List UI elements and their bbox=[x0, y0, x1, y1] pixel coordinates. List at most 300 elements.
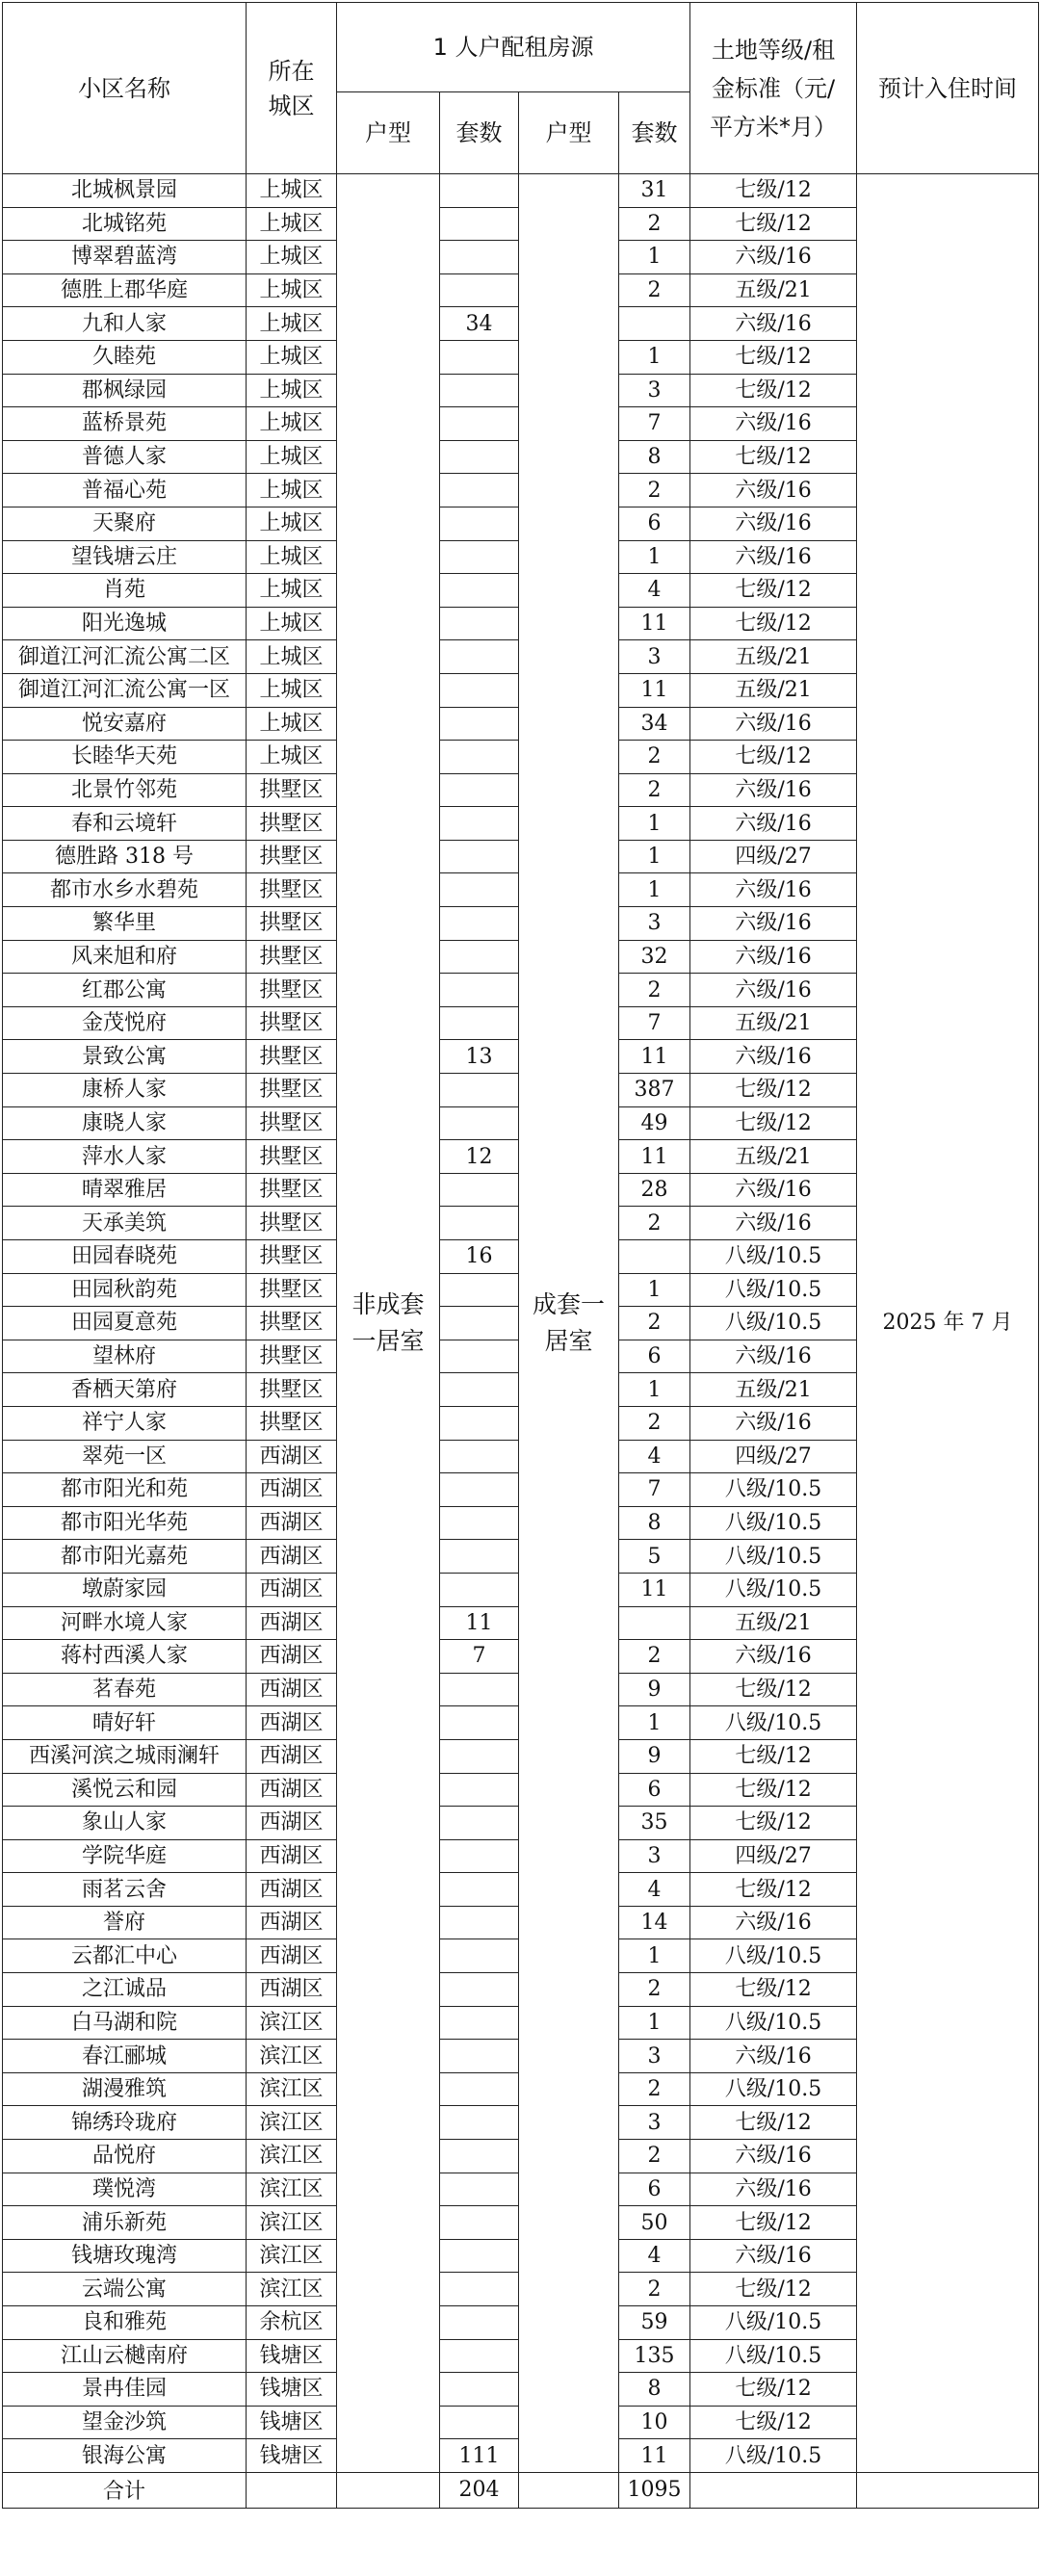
district: 拱墅区 bbox=[247, 1140, 337, 1174]
grade: 六级/16 bbox=[690, 407, 857, 441]
grade: 六级/16 bbox=[690, 540, 857, 574]
community-name: 御道江河汇流公寓二区 bbox=[3, 640, 247, 674]
community-name: 九和人家 bbox=[3, 307, 247, 341]
count-a bbox=[440, 673, 519, 707]
community-name: 茗春苑 bbox=[3, 1673, 247, 1706]
count-a bbox=[440, 2373, 519, 2407]
count-b: 8 bbox=[619, 2373, 690, 2407]
community-name: 品悦府 bbox=[3, 2140, 247, 2173]
district: 西湖区 bbox=[247, 1873, 337, 1907]
community-name: 悦安嘉府 bbox=[3, 707, 247, 741]
grade: 七级/12 bbox=[690, 1739, 857, 1773]
count-b: 387 bbox=[619, 1074, 690, 1107]
grade: 八级/10.5 bbox=[690, 1273, 857, 1307]
community-name: 都市阳光嘉苑 bbox=[3, 1540, 247, 1574]
grade: 八级/10.5 bbox=[690, 1706, 857, 1740]
count-b: 6 bbox=[619, 507, 690, 540]
district: 拱墅区 bbox=[247, 1006, 337, 1040]
merged-type-a-text: 非成套一居室 bbox=[351, 1289, 425, 1355]
district: 拱墅区 bbox=[247, 1406, 337, 1440]
community-name: 田园秋韵苑 bbox=[3, 1273, 247, 1307]
count-a bbox=[440, 974, 519, 1007]
community-name: 北景竹邻苑 bbox=[3, 773, 247, 807]
district: 西湖区 bbox=[247, 1906, 337, 1939]
district: 西湖区 bbox=[247, 1673, 337, 1706]
header-date: 预计入住时间 bbox=[857, 3, 1039, 174]
count-a bbox=[440, 1773, 519, 1807]
table-header bbox=[3, 3, 1039, 174]
community-name: 繁华里 bbox=[3, 907, 247, 941]
header-source: 1 人户配租房源 bbox=[337, 3, 690, 92]
count-b: 2 bbox=[619, 1406, 690, 1440]
community-name: 田园春晓苑 bbox=[3, 1240, 247, 1274]
count-b: 1 bbox=[619, 340, 690, 374]
header-district-text: 所在城区 bbox=[268, 57, 315, 119]
header-count-b: 套数 bbox=[619, 92, 690, 174]
district: 上城区 bbox=[247, 673, 337, 707]
community-name: 德胜路 318 号 bbox=[3, 840, 247, 873]
header-type-a: 户型 bbox=[337, 92, 440, 174]
grade: 六级/16 bbox=[690, 807, 857, 841]
grade: 八级/10.5 bbox=[690, 1307, 857, 1340]
district: 上城区 bbox=[247, 507, 337, 540]
community-name: 翠苑一区 bbox=[3, 1440, 247, 1473]
count-b: 1 bbox=[619, 807, 690, 841]
grade: 七级/12 bbox=[690, 2406, 857, 2439]
district: 拱墅区 bbox=[247, 773, 337, 807]
district: 上城区 bbox=[247, 607, 337, 640]
count-b: 1 bbox=[619, 1706, 690, 1740]
count-a: 16 bbox=[440, 1240, 519, 1274]
count-a bbox=[440, 2339, 519, 2373]
count-b: 4 bbox=[619, 574, 690, 608]
count-a bbox=[440, 940, 519, 974]
grade: 六级/16 bbox=[690, 1173, 857, 1207]
community-name: 蒋村西溪人家 bbox=[3, 1640, 247, 1674]
district: 拱墅区 bbox=[247, 1273, 337, 1307]
count-b: 11 bbox=[619, 1140, 690, 1174]
header-grade bbox=[690, 3, 857, 174]
grade: 六级/16 bbox=[690, 2040, 857, 2073]
district: 拱墅区 bbox=[247, 807, 337, 841]
merged-type-b-text: 成套一居室 bbox=[532, 1289, 605, 1355]
count-a bbox=[440, 1706, 519, 1740]
housing-table bbox=[2, 2, 1039, 2509]
count-a bbox=[440, 2006, 519, 2040]
count-a bbox=[440, 840, 519, 873]
count-a bbox=[440, 507, 519, 540]
grade: 八级/10.5 bbox=[690, 1540, 857, 1574]
grade: 六级/16 bbox=[690, 507, 857, 540]
count-b: 9 bbox=[619, 1673, 690, 1706]
count-b: 3 bbox=[619, 1839, 690, 1873]
district: 余杭区 bbox=[247, 2306, 337, 2340]
count-a bbox=[440, 174, 519, 208]
district: 拱墅区 bbox=[247, 1040, 337, 1074]
count-b: 3 bbox=[619, 2106, 690, 2140]
district: 西湖区 bbox=[247, 1706, 337, 1740]
count-a bbox=[440, 2239, 519, 2273]
table-body bbox=[3, 174, 1039, 2473]
count-b: 49 bbox=[619, 1106, 690, 1140]
district: 拱墅区 bbox=[247, 1340, 337, 1373]
count-a bbox=[440, 1573, 519, 1606]
count-b: 11 bbox=[619, 607, 690, 640]
count-b: 2 bbox=[619, 741, 690, 774]
table-footer bbox=[3, 2472, 1039, 2508]
count-b bbox=[619, 1606, 690, 1640]
total-date bbox=[857, 2472, 1039, 2508]
grade: 八级/10.5 bbox=[690, 1939, 857, 1973]
community-name: 红郡公寓 bbox=[3, 974, 247, 1007]
community-name: 云都汇中心 bbox=[3, 1939, 247, 1973]
grade: 七级/12 bbox=[690, 607, 857, 640]
community-name: 河畔水境人家 bbox=[3, 1606, 247, 1640]
district: 西湖区 bbox=[247, 1939, 337, 1973]
count-b: 11 bbox=[619, 2439, 690, 2473]
grade: 七级/12 bbox=[690, 1873, 857, 1907]
total-count-a: 204 bbox=[440, 2472, 519, 2508]
count-a bbox=[440, 1273, 519, 1307]
count-a bbox=[440, 540, 519, 574]
grade: 五级/21 bbox=[690, 273, 857, 307]
community-name: 江山云樾南府 bbox=[3, 2339, 247, 2373]
district: 上城区 bbox=[247, 640, 337, 674]
district: 钱塘区 bbox=[247, 2439, 337, 2473]
count-b: 1 bbox=[619, 873, 690, 907]
district: 西湖区 bbox=[247, 1839, 337, 1873]
total-row bbox=[3, 2472, 1039, 2508]
district: 钱塘区 bbox=[247, 2406, 337, 2439]
count-b: 7 bbox=[619, 1006, 690, 1040]
grade: 七级/12 bbox=[690, 2206, 857, 2240]
header-count-a: 套数 bbox=[440, 92, 519, 174]
header-type-b: 户型 bbox=[519, 92, 619, 174]
community-name: 康晓人家 bbox=[3, 1106, 247, 1140]
grade: 六级/16 bbox=[690, 1406, 857, 1440]
district: 拱墅区 bbox=[247, 1173, 337, 1207]
count-a bbox=[440, 2406, 519, 2439]
grade: 五级/21 bbox=[690, 1006, 857, 1040]
count-b: 2 bbox=[619, 2072, 690, 2106]
community-name: 之江诚品 bbox=[3, 1973, 247, 2007]
district: 拱墅区 bbox=[247, 1240, 337, 1274]
grade: 六级/16 bbox=[690, 2140, 857, 2173]
table-row bbox=[3, 174, 1039, 208]
count-b: 2 bbox=[619, 1973, 690, 2007]
grade: 七级/12 bbox=[690, 2373, 857, 2407]
total-district bbox=[247, 2472, 337, 2508]
community-name: 香栖天第府 bbox=[3, 1373, 247, 1407]
count-a bbox=[440, 241, 519, 274]
community-name: 晴好轩 bbox=[3, 1706, 247, 1740]
community-name: 肖苑 bbox=[3, 574, 247, 608]
count-a bbox=[440, 207, 519, 241]
count-b: 5 bbox=[619, 1540, 690, 1574]
community-name: 景冉佳园 bbox=[3, 2373, 247, 2407]
district: 滨江区 bbox=[247, 2140, 337, 2173]
count-a bbox=[440, 2040, 519, 2073]
count-a bbox=[440, 1673, 519, 1706]
community-name: 蓝桥景苑 bbox=[3, 407, 247, 441]
district: 西湖区 bbox=[247, 1540, 337, 1574]
count-a bbox=[440, 374, 519, 407]
total-type-b bbox=[519, 2472, 619, 2508]
count-a bbox=[440, 1006, 519, 1040]
count-b: 11 bbox=[619, 1573, 690, 1606]
count-b: 3 bbox=[619, 907, 690, 941]
count-b: 8 bbox=[619, 1506, 690, 1540]
grade: 七级/12 bbox=[690, 2273, 857, 2306]
community-name: 锦绣玲珑府 bbox=[3, 2106, 247, 2140]
count-a bbox=[440, 273, 519, 307]
count-b: 7 bbox=[619, 1473, 690, 1507]
count-a bbox=[440, 340, 519, 374]
district: 西湖区 bbox=[247, 1573, 337, 1606]
merged-type-b bbox=[519, 174, 619, 2473]
count-a bbox=[440, 440, 519, 474]
grade: 八级/10.5 bbox=[690, 1240, 857, 1274]
community-name: 望金沙筑 bbox=[3, 2406, 247, 2439]
grade: 六级/16 bbox=[690, 1207, 857, 1240]
count-b: 4 bbox=[619, 2239, 690, 2273]
grade: 五级/21 bbox=[690, 1373, 857, 1407]
community-name: 晴翠雅居 bbox=[3, 1173, 247, 1207]
count-b: 3 bbox=[619, 2040, 690, 2073]
count-b: 28 bbox=[619, 1173, 690, 1207]
district: 滨江区 bbox=[247, 2040, 337, 2073]
district: 拱墅区 bbox=[247, 1074, 337, 1107]
grade: 六级/16 bbox=[690, 940, 857, 974]
count-a bbox=[440, 2173, 519, 2206]
count-b: 2 bbox=[619, 2273, 690, 2306]
community-name: 云端公寓 bbox=[3, 2273, 247, 2306]
community-name: 萍水人家 bbox=[3, 1140, 247, 1174]
count-b: 31 bbox=[619, 174, 690, 208]
count-a bbox=[440, 1373, 519, 1407]
community-name: 普德人家 bbox=[3, 440, 247, 474]
count-a bbox=[440, 2273, 519, 2306]
count-b: 1 bbox=[619, 241, 690, 274]
community-name: 田园夏意苑 bbox=[3, 1307, 247, 1340]
count-a bbox=[440, 1807, 519, 1840]
total-grade bbox=[690, 2472, 857, 2508]
count-b: 50 bbox=[619, 2206, 690, 2240]
district: 拱墅区 bbox=[247, 873, 337, 907]
district: 西湖区 bbox=[247, 1440, 337, 1473]
grade: 五级/21 bbox=[690, 1140, 857, 1174]
community-name: 钱塘玫瑰湾 bbox=[3, 2239, 247, 2273]
grade: 七级/12 bbox=[690, 440, 857, 474]
community-name: 西溪河滨之城雨澜轩 bbox=[3, 1739, 247, 1773]
count-b: 2 bbox=[619, 1307, 690, 1340]
grade: 六级/16 bbox=[690, 1340, 857, 1373]
community-name: 湖漫雅筑 bbox=[3, 2072, 247, 2106]
count-b: 2 bbox=[619, 273, 690, 307]
count-b: 11 bbox=[619, 673, 690, 707]
count-a: 7 bbox=[440, 1640, 519, 1674]
merged-type-a bbox=[337, 174, 440, 2473]
count-b: 6 bbox=[619, 1340, 690, 1373]
community-name: 郡枫绿园 bbox=[3, 374, 247, 407]
district: 西湖区 bbox=[247, 1973, 337, 2007]
count-b: 4 bbox=[619, 1440, 690, 1473]
community-name: 金茂悦府 bbox=[3, 1006, 247, 1040]
count-a bbox=[440, 1106, 519, 1140]
count-a bbox=[440, 574, 519, 608]
district: 西湖区 bbox=[247, 1807, 337, 1840]
district: 上城区 bbox=[247, 707, 337, 741]
district: 钱塘区 bbox=[247, 2339, 337, 2373]
community-name: 银海公寓 bbox=[3, 2439, 247, 2473]
district: 滨江区 bbox=[247, 2273, 337, 2306]
count-b: 2 bbox=[619, 1207, 690, 1240]
district: 上城区 bbox=[247, 273, 337, 307]
grade: 七级/12 bbox=[690, 1973, 857, 2007]
community-name: 白马湖和院 bbox=[3, 2006, 247, 2040]
community-name: 望钱塘云庄 bbox=[3, 540, 247, 574]
community-name: 都市水乡水碧苑 bbox=[3, 873, 247, 907]
count-a bbox=[440, 707, 519, 741]
community-name: 久睦苑 bbox=[3, 340, 247, 374]
grade: 八级/10.5 bbox=[690, 2072, 857, 2106]
count-b bbox=[619, 307, 690, 341]
count-a bbox=[440, 1540, 519, 1574]
count-b: 2 bbox=[619, 474, 690, 507]
header-district bbox=[247, 3, 337, 174]
community-name: 景致公寓 bbox=[3, 1040, 247, 1074]
community-name: 誉府 bbox=[3, 1906, 247, 1939]
count-a bbox=[440, 2140, 519, 2173]
community-name: 墩蔚家园 bbox=[3, 1573, 247, 1606]
district: 拱墅区 bbox=[247, 1207, 337, 1240]
grade: 七级/12 bbox=[690, 1807, 857, 1840]
count-b: 7 bbox=[619, 407, 690, 441]
total-label: 合计 bbox=[3, 2472, 247, 2508]
community-name: 普福心苑 bbox=[3, 474, 247, 507]
count-b: 34 bbox=[619, 707, 690, 741]
district: 上城区 bbox=[247, 540, 337, 574]
count-a bbox=[440, 1873, 519, 1907]
count-a bbox=[440, 741, 519, 774]
count-a bbox=[440, 1973, 519, 2007]
grade: 六级/16 bbox=[690, 2239, 857, 2273]
grade: 四级/27 bbox=[690, 840, 857, 873]
count-a bbox=[440, 1307, 519, 1340]
total-type-a bbox=[337, 2472, 440, 2508]
count-a bbox=[440, 407, 519, 441]
grade: 六级/16 bbox=[690, 707, 857, 741]
count-b: 2 bbox=[619, 974, 690, 1007]
count-a bbox=[440, 2106, 519, 2140]
district: 钱塘区 bbox=[247, 2373, 337, 2407]
grade: 六级/16 bbox=[690, 241, 857, 274]
count-a bbox=[440, 1739, 519, 1773]
community-name: 长睦华天苑 bbox=[3, 741, 247, 774]
count-b bbox=[619, 1240, 690, 1274]
district: 滨江区 bbox=[247, 2006, 337, 2040]
grade: 六级/16 bbox=[690, 474, 857, 507]
count-b: 1 bbox=[619, 2006, 690, 2040]
count-a: 11 bbox=[440, 1606, 519, 1640]
count-a bbox=[440, 1473, 519, 1507]
count-a bbox=[440, 807, 519, 841]
district: 滨江区 bbox=[247, 2206, 337, 2240]
merged-date: 2025 年 7 月 bbox=[857, 174, 1039, 2473]
community-name: 北城枫景园 bbox=[3, 174, 247, 208]
count-a bbox=[440, 1906, 519, 1939]
community-name: 浦乐新苑 bbox=[3, 2206, 247, 2240]
community-name: 康桥人家 bbox=[3, 1074, 247, 1107]
count-b: 14 bbox=[619, 1906, 690, 1939]
grade: 七级/12 bbox=[690, 2106, 857, 2140]
grade: 八级/10.5 bbox=[690, 1473, 857, 1507]
grade: 八级/10.5 bbox=[690, 2339, 857, 2373]
count-a bbox=[440, 1440, 519, 1473]
count-b: 4 bbox=[619, 1873, 690, 1907]
count-a bbox=[440, 1340, 519, 1373]
community-name: 御道江河汇流公寓一区 bbox=[3, 673, 247, 707]
grade: 七级/12 bbox=[690, 1773, 857, 1807]
district: 西湖区 bbox=[247, 1640, 337, 1674]
district: 拱墅区 bbox=[247, 940, 337, 974]
count-b: 11 bbox=[619, 1040, 690, 1074]
grade: 七级/12 bbox=[690, 1106, 857, 1140]
grade: 八级/10.5 bbox=[690, 2439, 857, 2473]
count-a: 111 bbox=[440, 2439, 519, 2473]
district: 上城区 bbox=[247, 407, 337, 441]
district: 西湖区 bbox=[247, 1773, 337, 1807]
district: 滨江区 bbox=[247, 2173, 337, 2206]
count-b: 2 bbox=[619, 1640, 690, 1674]
community-name: 望林府 bbox=[3, 1340, 247, 1373]
district: 上城区 bbox=[247, 440, 337, 474]
grade: 五级/21 bbox=[690, 1606, 857, 1640]
count-a bbox=[440, 907, 519, 941]
community-name: 都市阳光和苑 bbox=[3, 1473, 247, 1507]
district: 上城区 bbox=[247, 374, 337, 407]
count-b: 32 bbox=[619, 940, 690, 974]
district: 拱墅区 bbox=[247, 907, 337, 941]
grade: 四级/27 bbox=[690, 1440, 857, 1473]
district: 上城区 bbox=[247, 307, 337, 341]
district: 上城区 bbox=[247, 340, 337, 374]
count-b: 3 bbox=[619, 640, 690, 674]
count-a bbox=[440, 607, 519, 640]
district: 滨江区 bbox=[247, 2072, 337, 2106]
district: 拱墅区 bbox=[247, 1373, 337, 1407]
count-b: 1 bbox=[619, 1373, 690, 1407]
district: 上城区 bbox=[247, 241, 337, 274]
community-name: 雨茗云舍 bbox=[3, 1873, 247, 1907]
community-name: 溪悦云和园 bbox=[3, 1773, 247, 1807]
grade: 八级/10.5 bbox=[690, 2306, 857, 2340]
count-a bbox=[440, 2306, 519, 2340]
district: 上城区 bbox=[247, 207, 337, 241]
count-a: 34 bbox=[440, 307, 519, 341]
district: 西湖区 bbox=[247, 1473, 337, 1507]
community-name: 天承美筑 bbox=[3, 1207, 247, 1240]
grade: 六级/16 bbox=[690, 1040, 857, 1074]
count-b: 35 bbox=[619, 1807, 690, 1840]
grade: 七级/12 bbox=[690, 574, 857, 608]
count-b: 135 bbox=[619, 2339, 690, 2373]
count-a bbox=[440, 873, 519, 907]
district: 上城区 bbox=[247, 474, 337, 507]
grade: 八级/10.5 bbox=[690, 1506, 857, 1540]
grade: 八级/10.5 bbox=[690, 1573, 857, 1606]
district: 西湖区 bbox=[247, 1506, 337, 1540]
